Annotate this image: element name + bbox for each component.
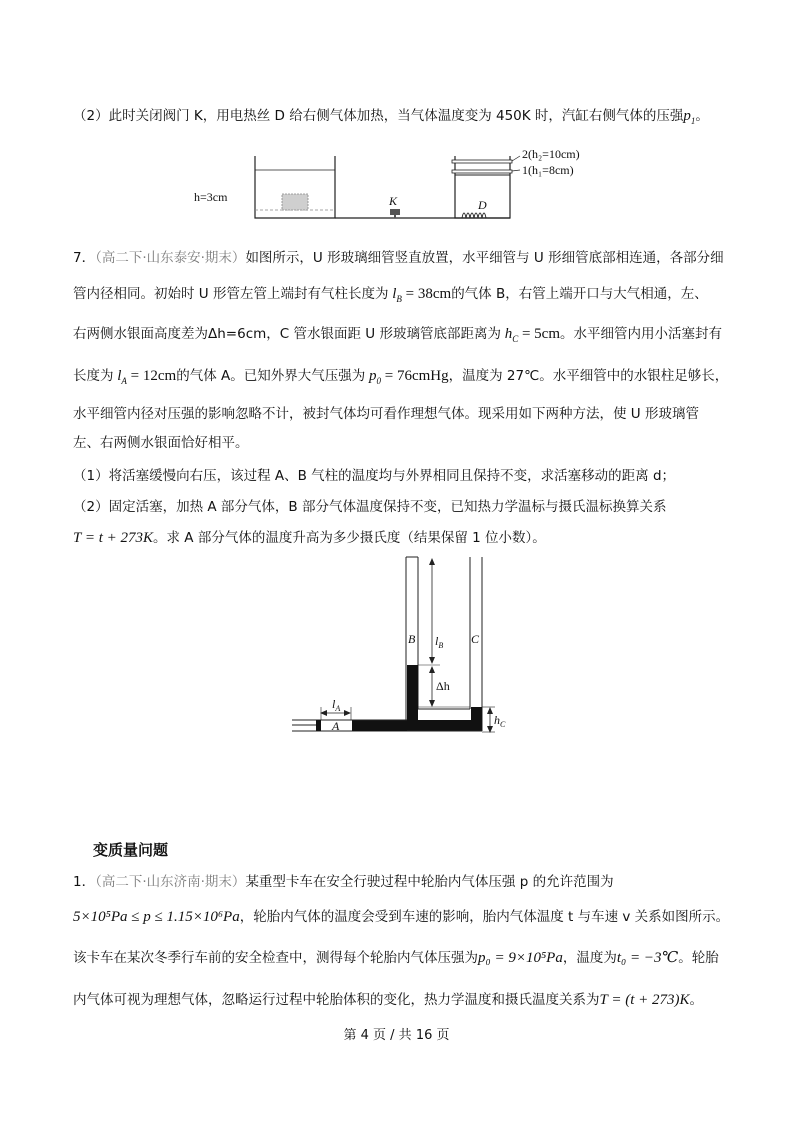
q1-text-3c: 。轮胎 (678, 950, 719, 966)
label-dh: Δh (436, 679, 450, 693)
d-label: D (478, 198, 487, 212)
q7-line-4 (73, 366, 728, 391)
q7-text-2b: 的气体 B，右管上端开口与大气相通，左、 (451, 286, 708, 302)
u-tube-figure (290, 555, 510, 745)
piston (316, 720, 321, 731)
dh-arrow-head-top (429, 666, 435, 673)
q1-line-4 (73, 990, 703, 1010)
p0-var: p (369, 368, 377, 384)
mercury-u-bottom (407, 720, 482, 731)
hc-value: = 5cm (518, 326, 561, 342)
lb-math (388, 286, 451, 302)
question-part-2-text (73, 106, 709, 131)
q1-text-3a: 该卡车在某次冬季行车前的安全检查中，测得每个轮胎内气体压强为 (73, 950, 478, 966)
piston-mark-1 (452, 170, 512, 173)
dh-arrow-head-bottom (429, 700, 435, 707)
q7-line-5: 水平细管内径对压强的影响忽略不计，被封气体均可看作理想气体。现采用如下两种方法，使 U 形玻璃管 (73, 406, 699, 422)
lb-arrow-head-top (429, 558, 435, 565)
piston-mark-2 (452, 160, 512, 163)
q7-text-4b: 的气体 A。已知外界大气压强为 (176, 368, 366, 384)
hc-math (501, 326, 560, 342)
la-arrow-head-right (344, 710, 351, 716)
q7-source: （高二下·山东泰安·期末） (95, 250, 246, 266)
p0-value: = 76cmHg (381, 368, 449, 384)
label-b: B (408, 632, 416, 646)
q1-line-2 (73, 907, 729, 927)
q7-text-4c: ，温度为 27℃。水平细管中的水银柱足够长， (448, 368, 729, 384)
pressure-symbol (683, 108, 695, 124)
p0-sub: 0 (376, 376, 381, 386)
p0-math (365, 368, 448, 384)
q7-text-3a: 右两侧水银面高度差为Δh=6cm，C 管水银面距 U 形玻璃管底部距离为 (73, 326, 501, 342)
valve-k (390, 209, 400, 215)
q1-number: 1． (73, 874, 96, 890)
label-lb: $l_B$ (435, 634, 444, 650)
hc-var: h (504, 326, 513, 342)
q1-text-3b: ，温度为 (562, 950, 617, 966)
q7-line-6: 左、右两侧水银面恰好相平。 (73, 435, 249, 451)
q1-text-2: ，轮胎内气体的温度会受到车速的影响，胎内气体温度 t 与车速 v 关系如图所示。 (239, 909, 730, 925)
temp-formula: T = t + 273K (73, 530, 153, 546)
q1-text-4b: 。 (689, 992, 703, 1008)
label-c: C (471, 632, 480, 646)
q7-part-2: （2）固定活塞，加热 A 部分气体，B 部分气体温度保持不变，已知热力学温标与摄氏温标换算关系 (73, 499, 667, 515)
cylinder-figure (190, 148, 610, 233)
q7-text-p2b: 。求 A 部分气体的温度升高为多少摄氏度（结果保留 1 位小数）。 (153, 530, 546, 546)
p0-value-q1: p₀ = 9×10⁵Pa (478, 950, 563, 966)
q7-text-3b: 。水平细管内用小活塞封有 (560, 326, 723, 342)
q7-part-2-line-2 (73, 528, 546, 548)
q7-number: 7． (73, 250, 96, 266)
q7-text-4a: 长度为 (73, 368, 114, 384)
q7-line-1 (73, 248, 724, 268)
mark-1-label: 1(h₁=8cm) (522, 163, 574, 177)
mercury-horizontal (352, 720, 407, 731)
lb-var: l (392, 286, 397, 302)
q1-text-4a: 内气体可视为理想气体，忽略运行过程中轮胎体积的变化，热力学温度和摄氏温度关系为 (73, 992, 600, 1008)
la-var: l (117, 368, 122, 384)
section-heading: 变质量问题 (93, 841, 169, 859)
mark-2-label: 2(h₂=10cm) (522, 147, 580, 161)
lb-sub: B (396, 294, 402, 304)
q7-part-1: （1）将活塞缓慢向右压，该过程 A、B 气柱的温度均与外界相同且保持不变，求活塞移动的距离 d； (73, 468, 676, 484)
mercury-left (407, 665, 418, 720)
t0-value: t₀ = −3℃ (616, 950, 679, 966)
pressure-range: 5×10⁵Pa ≤ p ≤ 1.15×10⁶Pa (73, 909, 240, 925)
q1-line-1 (73, 872, 614, 892)
pressure-sub: 1 (690, 116, 696, 126)
mark-1-pointer (512, 170, 520, 171)
q1-line-3 (73, 948, 719, 968)
q7-line-2 (73, 284, 708, 309)
q7-line-3 (73, 324, 722, 349)
part-2-body: （2）此时关闭阀门 K，用电热丝 D 给右侧气体加热，当气体温度变为 450K 时，汽缸右侧气体的压强 (73, 108, 684, 124)
mark-2-pointer (512, 156, 520, 161)
label-hc: $h_C$ (494, 713, 506, 729)
q7-text-1: 如图所示，U 形玻璃细管竖直放置，水平细管与 U 形细管底部相连通，各部分细 (245, 250, 724, 266)
q1-text-1: 某重型卡车在安全行驶过程中轮胎内气体压强 p 的允许范围为 (245, 874, 614, 890)
kelvin-formula: T = (t + 273)K (599, 992, 690, 1008)
label-a: A (332, 719, 340, 733)
left-tank-block (282, 194, 308, 210)
hc-arrow-head-top (487, 707, 493, 714)
q1-source: （高二下·山东济南·期末） (95, 874, 246, 890)
heater-coil-d (462, 213, 486, 218)
lb-arrow-head-bottom (429, 657, 435, 664)
la-sub: A (121, 376, 127, 386)
hc-sub: C (512, 334, 519, 344)
q7-text-2a: 管内径相同。初始时 U 形管左管上端封有气柱长度为 (73, 286, 389, 302)
label-la: $l_A$ (332, 697, 341, 713)
page-footer: 第 4 页 / 共 16 页 (343, 1028, 450, 1043)
part-2-end: 。 (695, 108, 709, 124)
k-label: K (389, 194, 398, 208)
h-label: h=3cm (194, 190, 228, 204)
la-math (114, 368, 177, 384)
lb-value: = 38cm (401, 286, 452, 302)
pressure-var: p (683, 108, 691, 124)
la-value: = 12cm (126, 368, 177, 384)
